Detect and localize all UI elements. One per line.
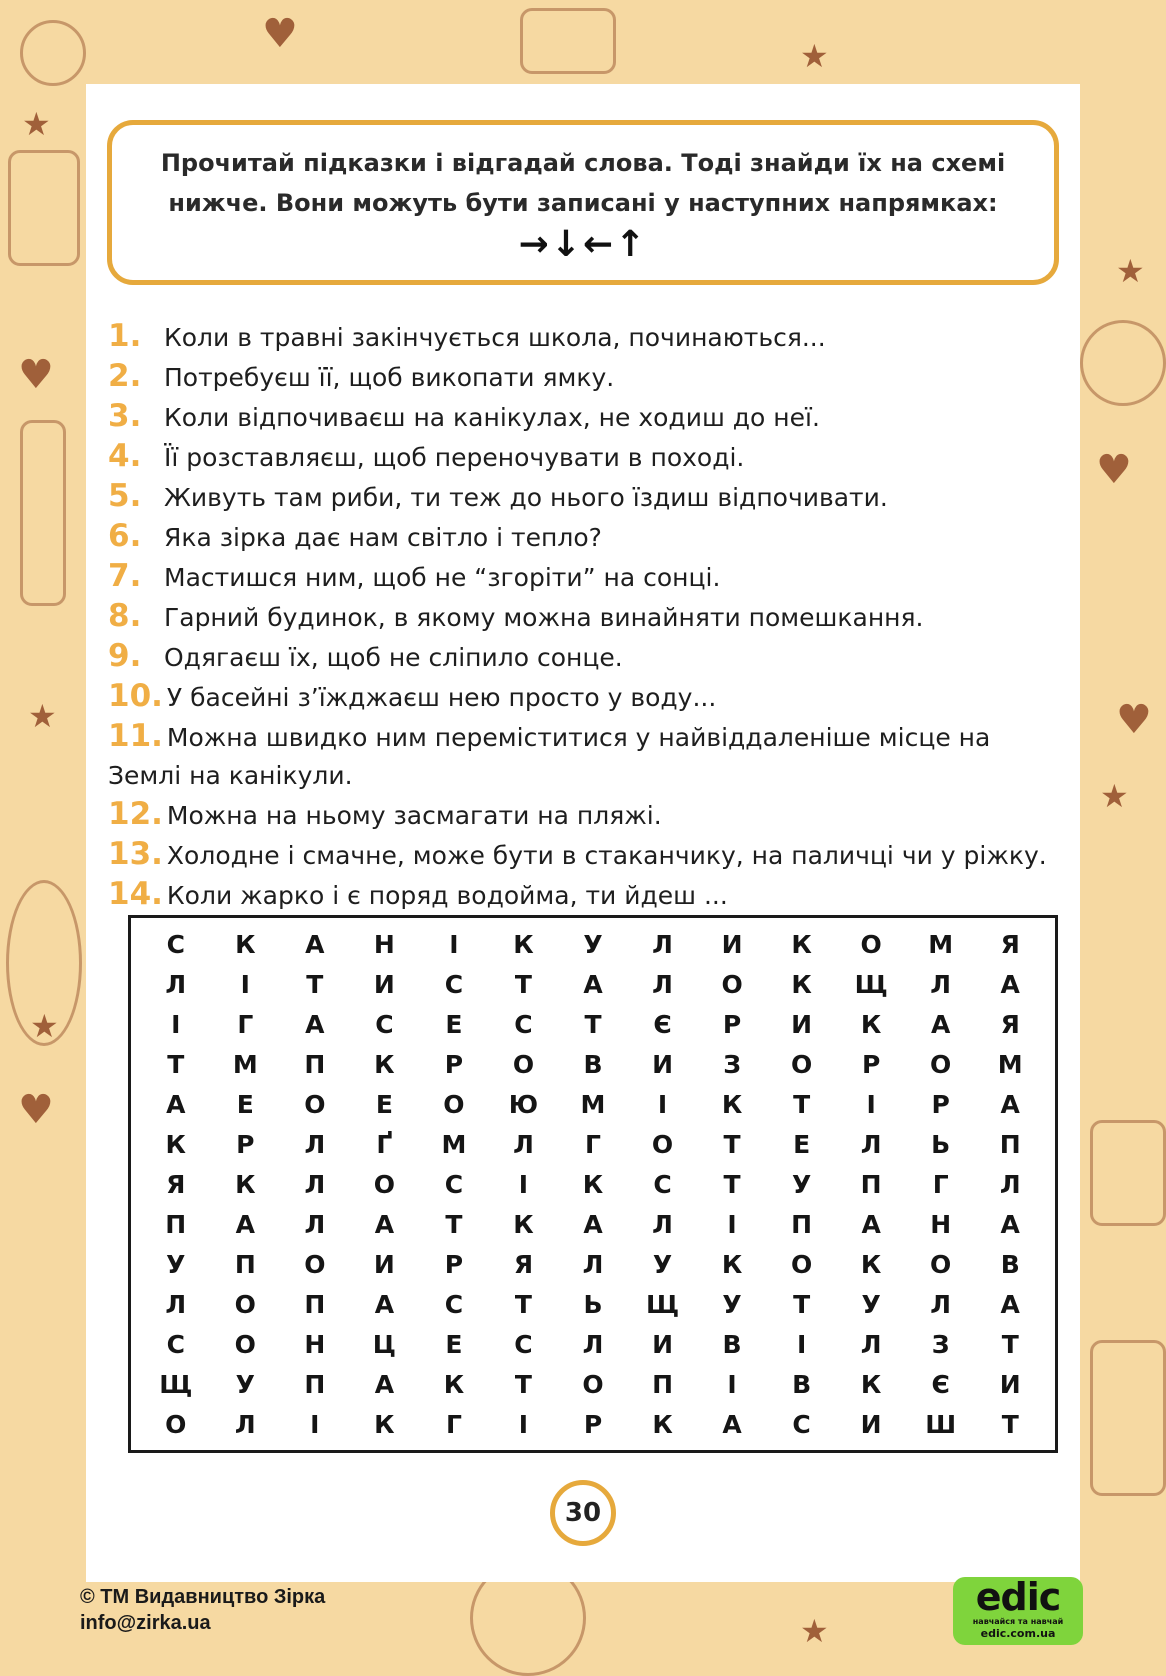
grid-cell[interactable]: К [582, 1169, 604, 1199]
grid-cell[interactable]: Г [237, 1009, 254, 1039]
clue-text: Можна на ньому засмагати на пляжі. [166, 801, 662, 830]
grid-cell[interactable]: Я [166, 1169, 186, 1199]
grid-cell[interactable]: Л [860, 1329, 882, 1359]
clue-number: 2. [108, 358, 142, 394]
grid-cell[interactable]: У [722, 1289, 742, 1319]
grid-cell[interactable]: Щ [645, 1289, 680, 1319]
grid-cell[interactable]: Р [236, 1129, 255, 1159]
grid-cell[interactable]: Л [652, 1209, 673, 1239]
grid-cell[interactable]: Ґ [376, 1129, 393, 1159]
clue-list [108, 317, 1068, 915]
grid-cell[interactable]: О [165, 1409, 187, 1439]
grid-cell[interactable]: Л [652, 929, 673, 959]
clue-text: Гарний будинок, в якому можна винайняти помешкання. [164, 603, 924, 632]
backpack-doodle [1090, 1340, 1166, 1496]
grid-cell[interactable]: С [444, 1289, 464, 1319]
grid-cell[interactable]: Р [722, 1009, 742, 1039]
pencil-doodle [20, 420, 66, 606]
clue-number: 11. [108, 718, 163, 754]
grid-cell[interactable]: Е [375, 1089, 393, 1119]
grid-cell[interactable]: С [514, 1329, 533, 1359]
grid-cell[interactable]: А [1000, 1289, 1020, 1319]
grid-cell[interactable]: К [374, 1409, 395, 1439]
edic-logo[interactable] [953, 1577, 1083, 1645]
grid-cell[interactable]: П [304, 1369, 326, 1399]
star-icon: ★ [22, 105, 51, 143]
grid-cell[interactable]: О [512, 1049, 535, 1079]
clue-item [108, 357, 1068, 397]
grid-cell[interactable]: І [727, 1209, 737, 1239]
grid-cell[interactable]: О [930, 1049, 952, 1079]
grid-cell[interactable]: Л [930, 969, 952, 999]
clue-number: 9. [108, 638, 142, 674]
clue-item [108, 835, 1068, 875]
grid-cell[interactable]: З [723, 1049, 741, 1079]
grid-cell[interactable]: К [791, 929, 812, 959]
star-icon: ★ [800, 1612, 829, 1650]
grid-cell[interactable]: Л [582, 1329, 604, 1359]
grid-cell[interactable]: Л [930, 1289, 952, 1319]
grid-cell[interactable]: П [860, 1169, 882, 1199]
grid-cell[interactable]: Р [444, 1249, 464, 1279]
grid-cell[interactable]: М [232, 1049, 258, 1079]
grid-cell[interactable]: О [304, 1249, 326, 1279]
grid-cell[interactable]: К [860, 1249, 882, 1279]
grid-cell[interactable]: П [652, 1369, 673, 1399]
star-icon: ★ [30, 1007, 59, 1045]
grid-cell[interactable]: І [727, 1369, 737, 1399]
grid-cell[interactable]: Т [1001, 1409, 1019, 1439]
grid-cell[interactable]: А [1000, 969, 1020, 999]
clue-text: Коли жарко і є поряд водойма, ти йдеш ... [166, 881, 728, 910]
grid-cell[interactable]: Т [793, 1289, 811, 1319]
clue-item [108, 597, 1068, 637]
grid-cell[interactable]: О [721, 969, 743, 999]
grid-cell[interactable]: Ь [583, 1289, 603, 1319]
grid-cell[interactable]: М [928, 929, 954, 959]
grid-cell[interactable]: П [304, 1049, 326, 1079]
heart-icon: ♥ [1116, 697, 1152, 743]
grid-cell[interactable]: С [444, 969, 464, 999]
instruction-line-2: нижче. Вони можуть бути записані у наступних напрямках: [168, 189, 998, 217]
grid-cell[interactable]: И [652, 1329, 673, 1359]
clue-number: 4. [108, 438, 142, 474]
grid-cell[interactable]: Р [444, 1049, 464, 1079]
grid-cell[interactable]: И [791, 1009, 813, 1039]
grid-cell[interactable]: К [513, 1209, 534, 1239]
clue-item [108, 637, 1068, 677]
clue-item [108, 397, 1068, 437]
heart-icon: ♥ [18, 352, 54, 398]
instruction-text [152, 143, 1014, 223]
clue-text: Одягаєш їх, щоб не сліпило сонце. [164, 643, 623, 672]
grid-cell[interactable]: І [796, 1329, 807, 1359]
grid-cell[interactable]: І [171, 1009, 181, 1039]
grid-cell[interactable]: О [860, 929, 882, 959]
grid-cell[interactable]: Щ [854, 969, 888, 999]
copyright-text: © ТМ Видавництво Зірка [80, 1586, 326, 1608]
grid-cell[interactable]: З [931, 1329, 950, 1359]
book-doodle [1090, 1120, 1166, 1226]
grid-cell[interactable]: В [722, 1329, 742, 1359]
grid-cell[interactable]: Є [931, 1369, 950, 1399]
clue-item [108, 557, 1068, 597]
footer-credits [80, 1584, 325, 1636]
clue-item [108, 875, 1068, 915]
grid-cell[interactable]: І [518, 1409, 529, 1439]
grid-cell[interactable]: И [999, 1369, 1021, 1399]
grid-cell[interactable]: І [310, 1409, 320, 1439]
email-link[interactable]: info@zirka.ua [80, 1612, 211, 1634]
grid-cell[interactable]: П [304, 1289, 326, 1319]
clue-number: 6. [108, 518, 142, 554]
logo-word: edic [975, 1575, 1061, 1619]
grid-cell[interactable]: О [234, 1329, 256, 1359]
grid-cell[interactable]: А [374, 1209, 395, 1239]
grid-cell[interactable]: В [792, 1369, 812, 1399]
grid-cell[interactable]: А [583, 1209, 603, 1239]
clue-item [108, 717, 1068, 795]
grid-cell[interactable]: Л [234, 1409, 256, 1439]
grid-cell[interactable]: Т [514, 1369, 532, 1399]
heart-icon: ♥ [18, 1087, 54, 1133]
grid-cell[interactable]: У [861, 1289, 881, 1319]
grid-cell[interactable]: С [166, 1329, 185, 1359]
grid-cell[interactable]: Р [931, 1089, 950, 1119]
grid-cell[interactable]: К [513, 929, 534, 959]
grid-cell[interactable]: А [305, 929, 325, 959]
clue-item [108, 477, 1068, 517]
grid-cell[interactable]: М [441, 1129, 467, 1159]
clue-item [108, 437, 1068, 477]
instruction-box [107, 120, 1059, 285]
grid-cell[interactable]: У [235, 1369, 255, 1399]
heart-icon: ♥ [262, 11, 298, 57]
grid-cell[interactable]: Г [932, 1169, 949, 1199]
clue-text: Коли відпочиваєш на канікулах, не ходиш до неї. [164, 403, 820, 432]
grid-cell[interactable]: Т [723, 1169, 741, 1199]
grid-cell[interactable]: М [997, 1049, 1023, 1079]
grid-cell[interactable]: В [583, 1049, 603, 1079]
grid-cell[interactable]: К [721, 1249, 743, 1279]
grid-cell[interactable]: Т [514, 969, 532, 999]
grid-cell[interactable]: П [165, 1209, 187, 1239]
clue-text: Її розставляєш, щоб переночувати в поході. [164, 443, 745, 472]
clue-text: У басейні з’їжджаєш нею просто у воду... [166, 683, 717, 712]
grid-cell[interactable]: Н [373, 929, 395, 959]
grid-cell[interactable]: О [790, 1249, 813, 1279]
grid-cell[interactable]: А [931, 1009, 951, 1039]
clue-number: 12. [108, 796, 163, 832]
grid-cell[interactable]: И [373, 969, 395, 999]
grid-cell[interactable]: Л [304, 1209, 326, 1239]
clue-item [108, 677, 1068, 717]
clue-number: 8. [108, 598, 142, 634]
grid-cell[interactable]: П [791, 1209, 813, 1239]
instruction-line-1: Прочитай підказки і відгадай слова. Тоді знайди їх на схемі [160, 149, 1006, 177]
grid-cell[interactable]: К [235, 929, 256, 959]
grid-cell[interactable]: С [514, 1009, 533, 1039]
grid-cell[interactable]: І [240, 969, 250, 999]
logo-url: edic.com.ua [980, 1627, 1056, 1640]
grid-cell[interactable]: К [791, 969, 812, 999]
grid-cell[interactable]: Л [860, 1129, 882, 1159]
grid-cell[interactable]: О [443, 1089, 465, 1119]
grid-cell[interactable]: І [449, 929, 459, 959]
clue-number: 5. [108, 478, 142, 514]
grid-cell[interactable]: У [583, 929, 603, 959]
grid-cell[interactable]: О [304, 1089, 326, 1119]
grid-cell[interactable]: У [652, 1249, 673, 1279]
grid-cell[interactable]: А [1000, 1089, 1020, 1119]
grid-cell[interactable]: В [1000, 1249, 1020, 1279]
star-icon: ★ [1100, 777, 1129, 815]
grid-cell[interactable]: Т [584, 1009, 602, 1039]
grid-cell[interactable]: К [374, 1049, 395, 1079]
grid-cell[interactable]: Т [167, 1049, 185, 1079]
grid-cell[interactable]: К [860, 1009, 882, 1039]
grid-cell[interactable]: А [583, 969, 603, 999]
grid-cell[interactable]: Е [236, 1089, 254, 1119]
grid-cell[interactable]: О [373, 1169, 395, 1199]
grid-cell[interactable]: У [791, 1169, 812, 1199]
heart-icon: ♥ [1096, 447, 1132, 493]
clue-number: 1. [108, 318, 142, 354]
star-icon: ★ [28, 697, 57, 735]
grid-cell[interactable]: Ю [508, 1089, 539, 1119]
grid-cell[interactable]: С [792, 1409, 811, 1439]
grid-cell[interactable]: Ь [931, 1129, 951, 1159]
palette-doodle [8, 150, 80, 266]
grid-cell[interactable]: Т [793, 1089, 811, 1119]
grid-cell[interactable]: К [652, 1409, 673, 1439]
grid-cell[interactable]: Г [445, 1409, 462, 1439]
grid-cell[interactable]: А [861, 1209, 881, 1239]
grid-cell[interactable]: А [722, 1409, 742, 1439]
clue-text: Потребуєш її, щоб викопати ямку. [164, 363, 615, 392]
grid-cell[interactable]: А [166, 1089, 186, 1119]
grid-cell[interactable]: С [166, 929, 185, 959]
globe-doodle [6, 880, 82, 1046]
grid-cell[interactable]: Ш [925, 1409, 957, 1439]
grid-cell[interactable]: К [165, 1129, 186, 1159]
grid-cell[interactable]: Л [304, 1169, 326, 1199]
grid-cell[interactable]: Н [930, 1209, 952, 1239]
grid-cell[interactable]: Щ [159, 1369, 193, 1399]
grid-cell[interactable]: І [518, 1169, 529, 1199]
globe-doodle [1080, 320, 1166, 406]
grid-cell[interactable]: А [374, 1289, 395, 1319]
grid-cell[interactable]: Т [445, 1209, 463, 1239]
grid-cell[interactable]: Л [652, 969, 673, 999]
grid-cell[interactable]: А [305, 1009, 325, 1039]
grid-cell[interactable]: П [999, 1129, 1021, 1159]
clue-item [108, 517, 1068, 557]
grid-cell[interactable]: А [374, 1369, 395, 1399]
grid-cell[interactable]: Р [583, 1409, 603, 1439]
grid-cell[interactable]: О [930, 1249, 952, 1279]
grid-cell[interactable]: Т [1001, 1329, 1019, 1359]
clue-item [108, 317, 1068, 357]
star-icon: ★ [1116, 252, 1145, 290]
grid-cell[interactable]: І [866, 1089, 876, 1119]
grid-cell[interactable]: Л [513, 1129, 534, 1159]
grid-cell[interactable]: О [651, 1129, 674, 1159]
grid-cell[interactable]: И [721, 929, 743, 959]
grid-cell[interactable]: Ц [372, 1329, 396, 1359]
grid-cell[interactable]: Я [513, 1249, 534, 1279]
grid-cell[interactable]: Л [165, 969, 187, 999]
star-icon: ★ [800, 37, 829, 75]
grid-cell[interactable]: К [860, 1369, 882, 1399]
grid-cell[interactable]: Р [861, 1049, 881, 1079]
clue-text: Коли в травні закінчується школа, починаються... [164, 323, 826, 352]
clue-number: 14. [108, 876, 163, 912]
grid-cell[interactable]: І [657, 1089, 668, 1119]
clue-item [108, 795, 1068, 835]
grid-cell[interactable]: Т [514, 1289, 532, 1319]
logo-tagline: навчайся та навчай [972, 1617, 1064, 1626]
grid-cell[interactable]: Л [582, 1249, 604, 1279]
grid-cell[interactable]: К [443, 1369, 465, 1399]
grid-cell[interactable]: И [860, 1409, 882, 1439]
grid-cell[interactable]: Н [304, 1329, 326, 1359]
grid-cell[interactable]: С [653, 1169, 672, 1199]
grid-cell[interactable]: У [166, 1249, 186, 1279]
clue-text: Мастишся ним, щоб не “згоріти” на сонці. [164, 563, 721, 592]
clue-text: Яка зірка дає нам світло і тепло? [164, 523, 602, 552]
word-search-grid [128, 915, 1058, 1453]
grid-cell[interactable]: Т [306, 969, 324, 999]
apple-doodle [20, 20, 86, 86]
grid-cell[interactable]: Г [585, 1129, 601, 1159]
grid-cell[interactable]: О [234, 1289, 256, 1319]
grid-cell[interactable]: М [580, 1089, 606, 1119]
book-doodle [520, 8, 616, 74]
grid-cell[interactable]: К [235, 1169, 256, 1199]
grid-cell[interactable]: А [1000, 1209, 1020, 1239]
grid-cell[interactable]: Е [445, 1009, 463, 1039]
direction-arrows: →↓←↑ [518, 224, 648, 265]
grid-cell[interactable]: Л [304, 1129, 326, 1159]
clue-text: Холодне і смачне, може бути в стаканчику, на паличці чи у ріжку. [166, 841, 1047, 870]
page-number: 30 [550, 1480, 616, 1546]
clue-number: 10. [108, 678, 163, 714]
clue-text: Можна швидко ним переміститися у найвіддаленіше місце на Землі на канікули. [108, 723, 991, 790]
grid-cell[interactable]: С [444, 1169, 464, 1199]
grid-cell[interactable]: И [652, 1049, 673, 1079]
grid-cell[interactable]: С [375, 1009, 394, 1039]
grid-cell[interactable]: Є [653, 1009, 672, 1039]
grid-cell[interactable]: А [235, 1209, 255, 1239]
grid-cell[interactable]: И [373, 1249, 395, 1279]
grid-cell[interactable]: Т [723, 1129, 741, 1159]
clue-number: 7. [108, 558, 142, 594]
grid-cell[interactable]: Е [793, 1129, 811, 1159]
grid-cell[interactable]: О [582, 1369, 604, 1399]
grid-cell[interactable]: Я [1000, 929, 1020, 959]
grid-cell[interactable]: П [234, 1249, 256, 1279]
clue-text: Живуть там риби, ти теж до нього їздиш відпочивати. [164, 483, 888, 512]
grid-cell[interactable]: О [790, 1049, 813, 1079]
grid-cell[interactable]: Я [1000, 1009, 1020, 1039]
clue-number: 13. [108, 836, 163, 872]
clue-number: 3. [108, 398, 142, 434]
grid-cell[interactable]: Е [445, 1329, 463, 1359]
grid-cell[interactable]: Л [999, 1169, 1021, 1199]
grid-cell[interactable]: К [721, 1089, 743, 1119]
grid-cell[interactable]: Л [165, 1289, 187, 1319]
